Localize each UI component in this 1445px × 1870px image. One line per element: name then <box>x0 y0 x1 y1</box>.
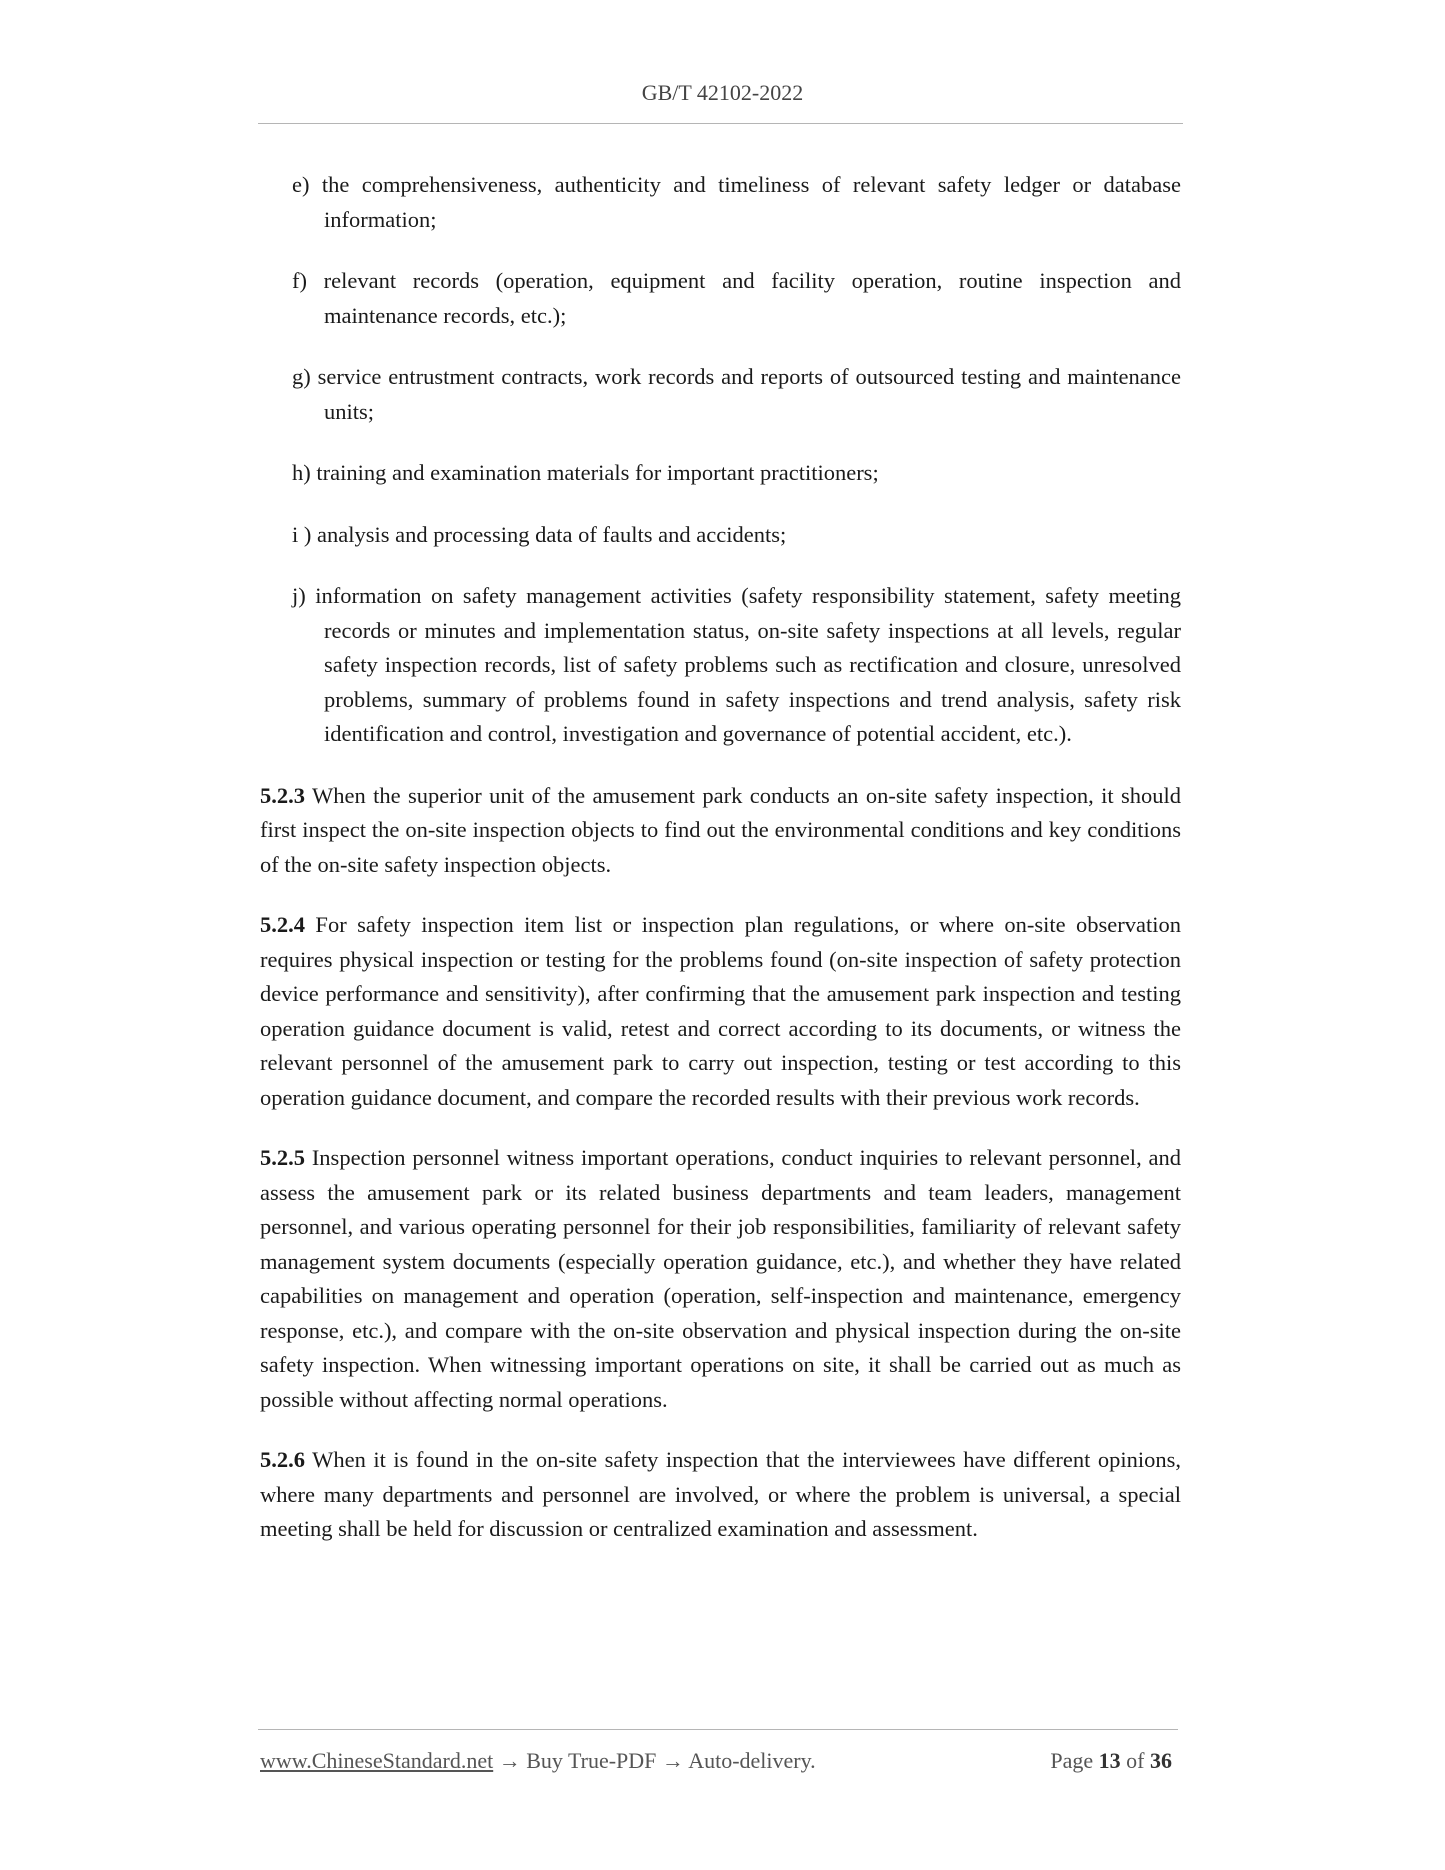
list-item: j) information on safety management activities (safety responsibility statement, safety meeting records or minutes and implementation status, on-site safety inspections at all levels, regular safety inspection records, list of safety problems such as rectification and closure, unresolved problems, summary of problems found in safety inspections and trend analysis, safety risk identification and control, investigation and governance of potential accident, etc.). <box>292 583 1181 746</box>
document-body <box>260 168 1181 1573</box>
clause-paragraph <box>260 1141 1181 1417</box>
clause-number: 5.2.6 <box>260 1447 305 1472</box>
clause-number: 5.2.3 <box>260 782 305 808</box>
clause-paragraph <box>260 779 1181 883</box>
list-item: g) service entrustment contracts, work records and reports of outsourced testing and maintenance units; <box>292 364 1181 424</box>
clause-paragraph <box>260 908 1181 1115</box>
list-item: f) relevant records (operation, equipment and facility operation, routine inspection and maintenance records, etc.); <box>292 268 1181 328</box>
clause-number: 5.2.5 <box>260 1145 305 1170</box>
clause-number: 5.2.4 <box>260 912 305 937</box>
header-divider <box>258 123 1183 124</box>
list-item: e) the comprehensiveness, authenticity and timeliness of relevant safety ledger or database information; <box>292 172 1181 232</box>
clause-text: Inspection personnel witness important operations, conduct inquiries to relevant personnel, and assess the amusement park or its related business departments and team leaders, management personnel, and various operating personnel for their job responsibilities, familiarity of relevant safety management system documents (especially operation guidance, etc.), and whether they have related capabilities on management and operation (operation, self-inspection and maintenance, emergency response, etc.), and compare with the on-site observation and physical inspection during the on-site safety inspection. When witnessing important operations on site, it shall be carried out as much as possible without affecting normal operations. <box>260 1145 1181 1412</box>
clause-paragraph <box>260 1443 1181 1547</box>
footer-divider <box>258 1729 1178 1730</box>
list-item: h) training and examination materials for important practitioners; <box>292 460 879 485</box>
clause-text: When the superior unit of the amusement park conducts an on-site safety inspection, it should first inspect the on-site inspection objects to find out the environmental conditions and key conditions of the on-site safety inspection objects. <box>260 782 1181 877</box>
total-pages-number: 36 <box>1150 1748 1172 1773</box>
clause-text: When it is found in the on-site safety inspection that the interviewees have different opinions, where many departments and personnel are involved, or where the problem is universal, a special meeting shall be held for discussion or centralized examination and assessment. <box>260 1447 1181 1541</box>
footer-promo <box>260 1748 816 1774</box>
page-footer <box>260 1748 1172 1774</box>
current-page-number: 13 <box>1098 1748 1121 1773</box>
clause-text: For safety inspection item list or inspection plan regulations, or where on-site observation requires physical inspection or testing for the problems found (on-site inspection of safety protection device performance and sensitivity), after confirming that the amusement park inspection and testing operation guidance document is valid, retest and correct according to its documents, or witness the relevant personnel of the amusement park to carry out inspection, testing or test according to this operation guidance document, and compare the recorded results with their previous work records. <box>260 912 1181 1110</box>
list-item: i ) analysis and processing data of faults and accidents; <box>292 521 787 547</box>
page-header-title: GB/T 42102-2022 <box>641 80 804 105</box>
website-link[interactable]: www.ChineseStandard.net <box>260 1748 494 1773</box>
page-indicator: Page 13 of 36 <box>1050 1748 1172 1773</box>
footer-tagline: → Buy True-PDF → Auto-delivery. <box>493 1748 816 1773</box>
